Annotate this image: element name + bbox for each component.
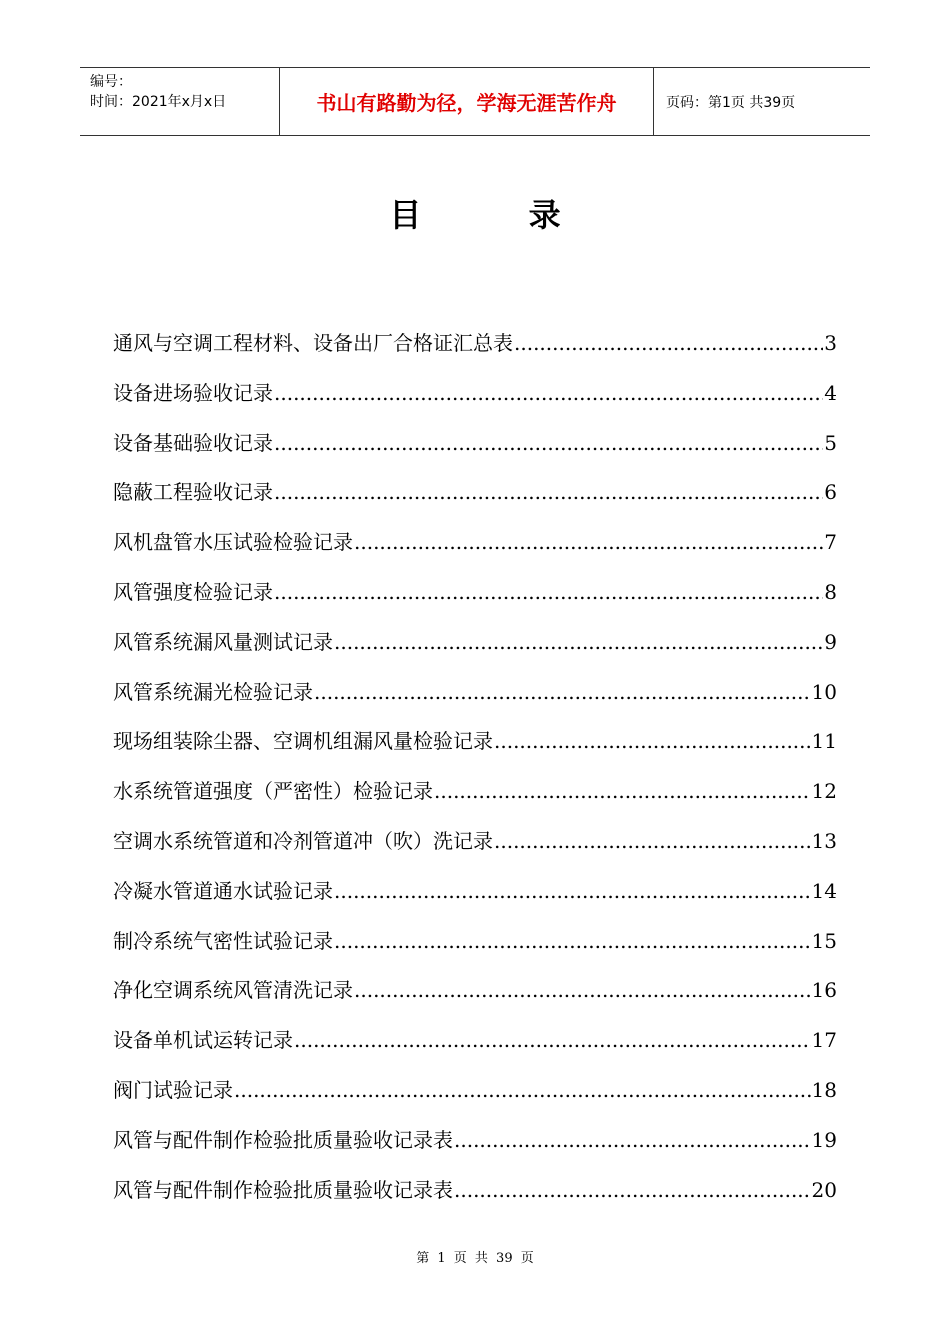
toc-entry-label: 设备基础验收记录 [113,430,273,455]
header-page-info: 页码：第1页 共39页 [666,94,796,111]
page-footer: 第 1 页 共 39 页 [416,1251,534,1266]
toc-entry-label: 风管与配件制作检验批质量验收记录表 [113,1127,453,1152]
toc-entry-label: 风管系统漏风量测试记录 [113,629,333,654]
toc-entry-label: 风管与配件制作检验批质量验收记录表 [113,1177,453,1202]
toc-entry[interactable] [113,1074,837,1124]
toc-entry-page: 19 [811,1127,837,1152]
toc-entry-label: 风管强度检验记录 [113,579,273,604]
toc-entry[interactable] [113,377,837,427]
toc-entry[interactable] [113,427,837,477]
toc-entry-page: 5 [824,430,837,455]
header-time: 时间：2021年x月x日 [90,94,227,110]
toc-entry-page: 20 [811,1177,837,1202]
page-header [80,67,870,136]
toc-entry[interactable] [113,875,837,925]
header-meta [80,68,280,135]
toc-leader [494,829,811,853]
toc-leader [354,978,811,1002]
toc-entry-label: 空调水系统管道和冷剂管道冲（吹）洗记录 [113,828,493,853]
toc-leader [454,1178,811,1202]
toc-leader [334,630,823,654]
toc-entry[interactable] [113,626,837,676]
toc-entry-page: 15 [811,928,837,953]
toc-leader [434,779,811,803]
toc-leader [454,1128,811,1152]
toc-entry-label: 设备单机试运转记录 [113,1028,293,1053]
toc-entry-label: 风机盘管水压试验检验记录 [113,530,353,555]
toc-entry[interactable] [113,775,837,825]
page-title: 目 录 [389,196,609,234]
toc-leader [334,879,811,903]
toc-entry[interactable] [113,476,837,526]
toc-leader [274,580,823,604]
toc-entry-label: 设备进场验收记录 [113,380,273,405]
toc-entry-label: 现场组装除尘器、空调机组漏风量检验记录 [113,729,493,754]
toc-entry[interactable] [113,925,837,975]
toc-entry-label: 水系统管道强度（严密性）检验记录 [113,779,433,804]
toc-entry-page: 16 [811,978,837,1003]
toc-leader [354,530,823,554]
toc-entry-page: 18 [811,1077,837,1102]
toc-entry-label: 风管系统漏光检验记录 [113,679,313,704]
toc-leader [314,680,811,704]
toc-entry-page: 11 [811,729,837,754]
table-of-contents [113,327,837,1223]
toc-entry-page: 13 [811,828,837,853]
toc-leader [494,729,811,753]
toc-entry-page: 3 [824,331,837,355]
toc-leader [274,480,823,504]
toc-leader [274,431,823,455]
toc-entry-label: 制冷系统气密性试验记录 [113,928,333,953]
toc-entry-page: 14 [811,878,837,903]
toc-entry-page: 6 [824,480,837,505]
toc-entry[interactable] [113,974,837,1024]
toc-entry[interactable] [113,526,837,576]
toc-entry[interactable] [113,676,837,726]
toc-entry-page: 12 [811,779,837,804]
toc-leader [514,331,823,355]
header-number: 编号： [90,74,132,90]
toc-entry-page: 9 [824,629,837,654]
toc-entry-page: 7 [824,530,837,555]
toc-entry-label: 隐蔽工程验收记录 [113,480,273,505]
toc-entry-label: 阀门试验记录 [113,1077,233,1102]
toc-leader [274,381,823,405]
toc-entry-page: 10 [811,679,837,704]
toc-entry[interactable] [113,825,837,875]
toc-entry[interactable] [113,327,837,377]
toc-entry-label: 净化空调系统风管清洗记录 [113,978,353,1003]
toc-leader [234,1078,811,1102]
toc-entry-label: 冷凝水管道通水试验记录 [113,878,333,903]
toc-entry[interactable] [113,576,837,626]
toc-entry-page: 4 [824,380,837,405]
toc-entry[interactable] [113,1124,837,1174]
toc-entry-page: 17 [811,1028,837,1053]
toc-entry-label: 通风与空调工程材料、设备出厂合格证汇总表 [113,331,513,355]
toc-leader [294,1028,811,1052]
toc-entry[interactable] [113,1024,837,1074]
toc-entry[interactable] [113,725,837,775]
header-motto: 书山有路勤为径，学海无涯苦作舟 [280,68,654,135]
toc-entry[interactable] [113,1174,837,1224]
toc-entry-page: 8 [824,579,837,604]
toc-leader [334,929,811,953]
